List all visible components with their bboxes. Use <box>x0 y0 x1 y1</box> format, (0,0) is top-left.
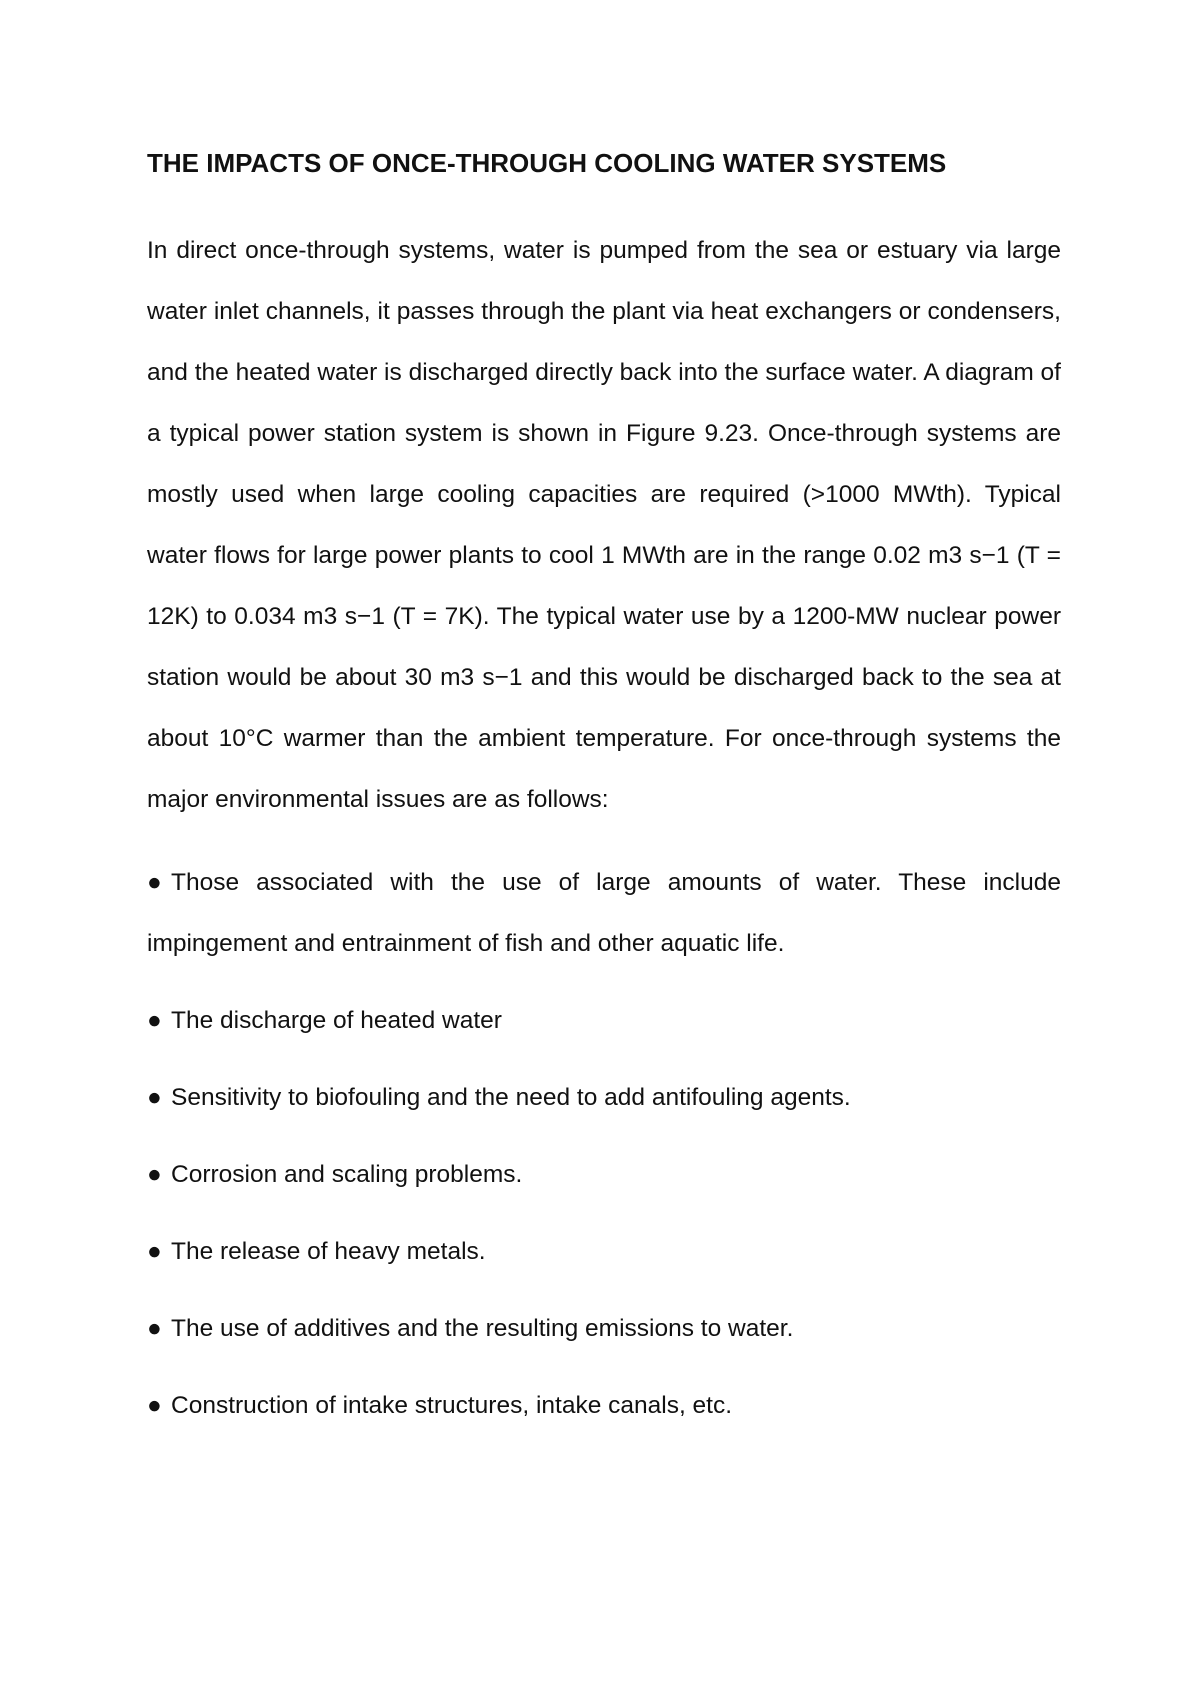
bullet-icon: ● <box>147 1315 162 1342</box>
list-item-text: Corrosion and scaling problems. <box>171 1161 523 1188</box>
list-item <box>147 1144 1061 1205</box>
list-item <box>147 1067 1061 1128</box>
environmental-issues-list <box>147 852 1061 1436</box>
list-item-text: Construction of intake structures, intake canals, etc. <box>171 1392 733 1419</box>
bullet-icon: ● <box>147 1161 162 1188</box>
list-item <box>147 990 1061 1051</box>
list-item <box>147 1298 1061 1359</box>
list-item <box>147 1221 1061 1282</box>
list-item <box>147 1375 1061 1436</box>
list-item-text: Sensitivity to biofouling and the need to add antifouling agents. <box>171 1084 851 1111</box>
bullet-icon: ● <box>147 1084 162 1111</box>
bullet-icon: ● <box>147 869 162 896</box>
list-item-text: Those associated with the use of large amounts of water. These include impingement and entrainment of fish and other aquatic life. <box>147 869 1061 957</box>
body-paragraph: In direct once-through systems, water is pumped from the sea or estuary via large water inlet channels, it passes through the plant via heat exchangers or condensers, and the heated water is discharged directly back into the surface water. A diagram of a typical power station system is shown in Figure 9.23. Once-through systems are mostly used when large cooling capacities are required (>1000 MWth). Typical water flows for large power plants to cool 1 MWth are in the range 0.02 m3 s−1 (T = 12K) to 0.034 m3 s−1 (T = 7K). The typical water use by a 1200-MW nuclear power station would be about 30 m3 s−1 and this would be discharged back to the sea at about 10°C warmer than the ambient temperature. For once-through systems the major environmental issues are as follows: <box>147 237 1061 813</box>
list-item-text: The use of additives and the resulting emissions to water. <box>171 1315 794 1342</box>
document-content <box>147 146 1061 1452</box>
bullet-icon: ● <box>147 1007 162 1034</box>
list-item-text: The release of heavy metals. <box>171 1238 486 1265</box>
list-item-text: The discharge of heated water <box>171 1007 502 1034</box>
bullet-icon: ● <box>147 1238 162 1265</box>
list-item <box>147 852 1061 974</box>
document-title: THE IMPACTS OF ONCE-THROUGH COOLING WATER SYSTEMS <box>147 148 947 178</box>
bullet-icon: ● <box>147 1392 162 1419</box>
